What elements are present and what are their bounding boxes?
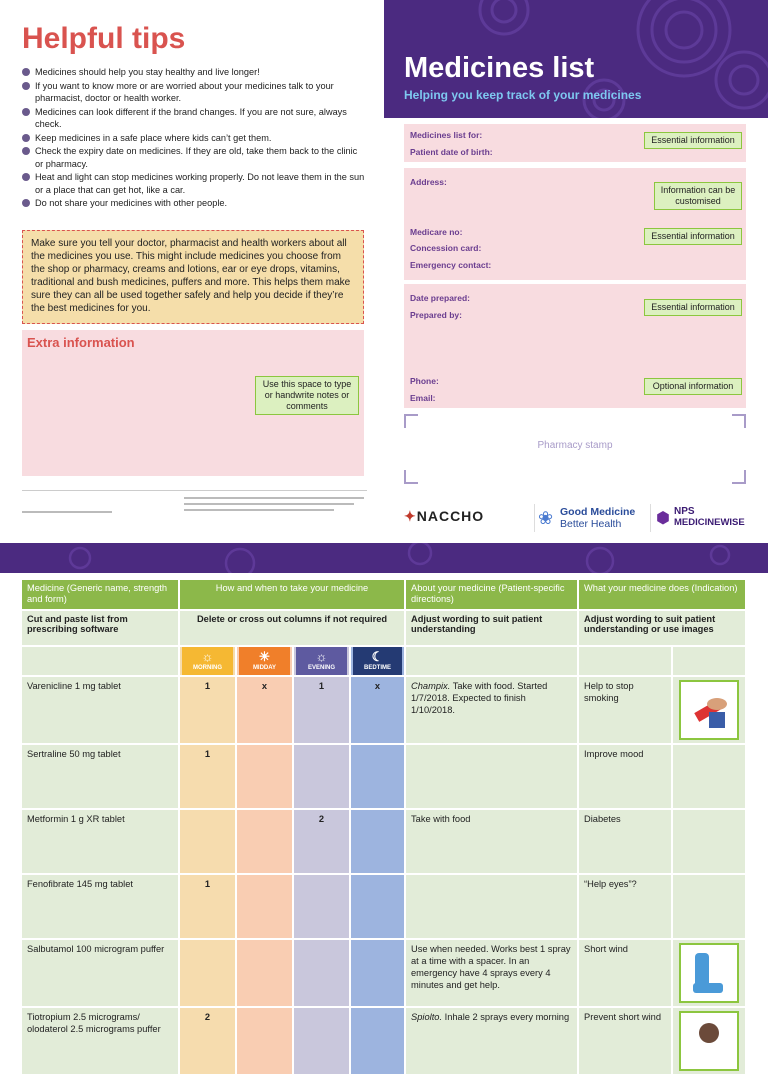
pharmacy-stamp-area[interactable] bbox=[404, 410, 746, 484]
tip-item: Keep medicines in a safe place where kids can’t get them. bbox=[22, 132, 367, 145]
tip-item: Do not share your medicines with other people. bbox=[22, 197, 367, 210]
indication: Help to stop smoking bbox=[578, 676, 672, 744]
table-row[interactable] bbox=[22, 939, 746, 1007]
decorative-band bbox=[0, 543, 768, 573]
tips-list bbox=[22, 66, 367, 211]
page-title: Medicines list bbox=[404, 52, 595, 84]
indication: Prevent short wind bbox=[578, 1007, 672, 1075]
page-subtitle: Helping you keep track of your medicines bbox=[404, 88, 642, 102]
table-row[interactable] bbox=[22, 874, 746, 939]
helpful-tips-panel bbox=[0, 0, 384, 540]
field-label: Date prepared: bbox=[410, 293, 470, 303]
table-row[interactable] bbox=[22, 809, 746, 874]
moon-icon: ☾ BEDTIME bbox=[353, 647, 402, 675]
dose-morning: 1 bbox=[179, 874, 236, 939]
about-medicine: Take with food bbox=[405, 809, 578, 874]
dose-midday bbox=[236, 874, 293, 939]
medicine-name: Salbutamol 100 microgram puffer bbox=[22, 939, 179, 1007]
dose-bedtime bbox=[350, 744, 405, 809]
australia-map-icon: ✦ bbox=[404, 508, 417, 524]
indication: Improve mood bbox=[578, 744, 672, 809]
medicine-name: Sertraline 50 mg tablet bbox=[22, 744, 179, 809]
medicine-name: Metformin 1 g XR tablet bbox=[22, 809, 179, 874]
field-label: Concession card: bbox=[410, 243, 482, 253]
header-indication: What your medicine does (Indication) bbox=[578, 580, 746, 610]
tips-title: Helpful tips bbox=[22, 22, 186, 55]
dose-evening bbox=[293, 874, 350, 939]
naccho-logo: ✦NACCHO bbox=[404, 508, 485, 524]
header-medicine: Medicine (Generic name, strength and form) bbox=[22, 580, 179, 610]
instruction-cell: Adjust wording to suit patient understanding or use images bbox=[578, 610, 746, 646]
dose-evening: 2 bbox=[293, 809, 350, 874]
patient-section[interactable] bbox=[404, 124, 746, 162]
field-label: Email: bbox=[410, 393, 436, 403]
info-note: Essential information bbox=[644, 132, 742, 149]
dose-evening: 1 bbox=[293, 676, 350, 744]
dose-morning: 1 bbox=[179, 676, 236, 744]
dose-evening bbox=[293, 1007, 350, 1075]
medicine-name: Fenofibrate 145 mg tablet bbox=[22, 874, 179, 939]
indication: Short wind bbox=[578, 939, 672, 1007]
info-note: Information can be customised bbox=[654, 182, 742, 210]
dose-morning bbox=[179, 809, 236, 874]
flower-icon: ❀ bbox=[538, 508, 554, 528]
medicine-name: Varenicline 1 mg tablet bbox=[22, 676, 179, 744]
prepared-section[interactable] bbox=[404, 284, 746, 408]
instruction-cell: Delete or cross out columns if not required bbox=[179, 610, 405, 646]
dose-bedtime: x bbox=[350, 676, 405, 744]
table-header-row bbox=[22, 580, 746, 610]
sunrise-icon: ☼ MORNING bbox=[182, 647, 233, 675]
dose-bedtime bbox=[350, 1007, 405, 1075]
person-image bbox=[679, 1011, 739, 1071]
tip-item: If you want to know more or are worried about your medicines talk to your pharmacist, doctor or health worker. bbox=[22, 80, 367, 105]
logo-bar: ✦NACCHO ❀ Good Medicine Better Health ⬢ NPS MEDICINEWISE bbox=[404, 506, 745, 530]
indication: Diabetes bbox=[578, 809, 672, 874]
field-label: Prepared by: bbox=[410, 310, 462, 320]
tip-item: Check the expiry date on medicines. If they are old, take them back to the clinic or pharmacy. bbox=[22, 145, 367, 170]
dose-midday: x bbox=[236, 676, 293, 744]
medicines-table bbox=[22, 580, 747, 1076]
field-label: Patient date of birth: bbox=[410, 147, 493, 157]
dose-morning: 1 bbox=[179, 744, 236, 809]
tip-item: Medicines should help you stay healthy and live longer! bbox=[22, 66, 367, 79]
info-note: Optional information bbox=[644, 378, 742, 395]
about-medicine bbox=[405, 874, 578, 939]
table-row[interactable] bbox=[22, 676, 746, 744]
extra-information-title: Extra information bbox=[27, 335, 135, 350]
dose-morning bbox=[179, 939, 236, 1007]
dose-morning: 2 bbox=[179, 1007, 236, 1075]
field-label: Medicare no: bbox=[410, 227, 463, 237]
dose-midday bbox=[236, 939, 293, 1007]
dose-evening bbox=[293, 744, 350, 809]
dose-evening bbox=[293, 939, 350, 1007]
info-note: Essential information bbox=[644, 228, 742, 245]
field-label: Phone: bbox=[410, 376, 439, 386]
inhaler-image bbox=[679, 943, 739, 1003]
field-label: Address: bbox=[410, 177, 447, 187]
table-row[interactable] bbox=[22, 1007, 746, 1075]
dose-bedtime bbox=[350, 809, 405, 874]
dose-midday bbox=[236, 809, 293, 874]
dose-midday bbox=[236, 744, 293, 809]
sun-icon: ☀ MIDDAY bbox=[239, 647, 290, 675]
tip-item: Heat and light can stop medicines working properly. Do not leave them in the sun or a place that can get hot, like a car. bbox=[22, 171, 367, 196]
instruction-row bbox=[22, 610, 746, 646]
time-icons-row bbox=[22, 646, 746, 676]
instruction-cell: Adjust wording to suit patient understanding bbox=[405, 610, 578, 646]
about-medicine: Use when needed. Works best 1 spray at a time with a spacer. In an emergency have 4 sprays every 4 minutes and get help. bbox=[405, 939, 578, 1007]
header-banner bbox=[384, 0, 768, 118]
tip-item: Medicines can look different if the brand changes. If you are not sure, always check. bbox=[22, 106, 367, 131]
footer-fine-print bbox=[22, 490, 367, 520]
dose-bedtime bbox=[350, 874, 405, 939]
hexagon-icon: ⬢ bbox=[656, 510, 670, 527]
instruction-cell: Cut and paste list from prescribing software bbox=[22, 610, 179, 646]
address-section[interactable] bbox=[404, 168, 746, 280]
field-label: Emergency contact: bbox=[410, 260, 492, 270]
dose-midday bbox=[236, 1007, 293, 1075]
table-row[interactable] bbox=[22, 744, 746, 809]
about-medicine bbox=[405, 744, 578, 809]
about-medicine: Spiolto. Inhale 2 sprays every morning bbox=[405, 1007, 578, 1075]
extra-note: Use this space to type or handwrite notes or comments bbox=[255, 376, 359, 415]
sunset-icon: ☼ EVENING bbox=[296, 647, 347, 675]
header-about: About your medicine (Patient-specific directions) bbox=[405, 580, 578, 610]
quit-smoking-image bbox=[679, 680, 739, 740]
medicine-name: Tiotropium 2.5 micrograms/ olodaterol 2.5 micrograms puffer bbox=[22, 1007, 179, 1075]
band-pattern bbox=[0, 543, 768, 573]
field-label: Medicines list for: bbox=[410, 130, 483, 140]
medicines-list-panel bbox=[384, 0, 768, 540]
info-note: Essential information bbox=[644, 299, 742, 316]
tell-doctor-box: Make sure you tell your doctor, pharmacist and health workers about all the medicines you use. This might include medicines you choose from the shop or pharmacy, creams and lotions, ear or eye drops, vitamins, traditional and bush medicines, puffers and more. This helps them make sure they can all be used together safely and help you decide if they’re the best medicines for you. bbox=[22, 230, 364, 324]
indication: “Help eyes”? bbox=[578, 874, 672, 939]
pharmacy-stamp-label: Pharmacy stamp bbox=[537, 440, 613, 451]
header-how-when: How and when to take your medicine bbox=[179, 580, 405, 610]
dose-bedtime bbox=[350, 939, 405, 1007]
extra-information-box[interactable] bbox=[22, 330, 364, 476]
about-medicine: Champix. Take with food. Started 1/7/2018. Expected to finish 1/10/2018. bbox=[405, 676, 578, 744]
